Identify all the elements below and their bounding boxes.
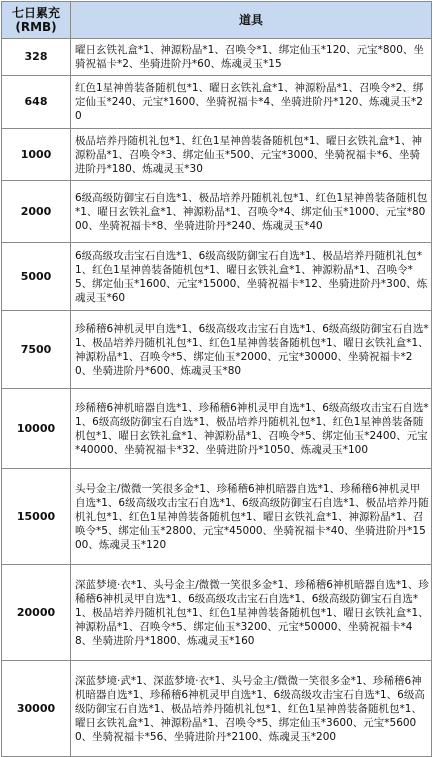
table-row bbox=[2, 661, 432, 757]
recharge-amount: 15000 bbox=[2, 469, 71, 565]
header-items: 道具 bbox=[71, 2, 432, 39]
reward-items: 极品培养丹随机礼包*1、红色1星神兽装备随机包*1、曜日玄铁礼盒*1、神源粉晶*1、召唤令*3、绑定仙玉*500、元宝*3000、坐骑祝福卡*6、坐骑进阶丹*180、炼魂灵玉*30 bbox=[71, 129, 432, 181]
table-row bbox=[2, 181, 432, 243]
table-row bbox=[2, 129, 432, 181]
recharge-amount: 5000 bbox=[2, 243, 71, 311]
reward-items: 6级高级攻击宝石自选*1、6级高级防御宝石自选*1、极品培养丹随机礼包*1、红色1星神兽装备随机包*1、曜日玄铁礼盒*1、神源粉晶*1、召唤令*5、绑定仙玉*1600、元宝*15000、坐骑祝福卡*12、坐骑进阶丹*300、炼魂灵玉*60 bbox=[71, 243, 432, 311]
recharge-amount: 7500 bbox=[2, 311, 71, 389]
recharge-amount: 648 bbox=[2, 76, 71, 129]
reward-items: 珍稀稽6神机暗器自选*1、珍稀稽6神机灵甲自选*1、6级高级攻击宝石自选*1、6级高级防御宝石自选*1、极品培养丹随机礼包*1、红色1星神兽装备随机包*1、曜日玄铁礼盒*1、神源粉晶*1、召唤令*5、绑定仙玉*2400、元宝*40000、坐骑祝福卡*32、坐骑进阶丹*1050、炼魂灵玉*100 bbox=[71, 389, 432, 469]
reward-items: 珍稀稽6神机灵甲自选*1、6级高级攻击宝石自选*1、6级高级防御宝石自选*1、极品培养丹随机礼包*1、红色1星神兽装备随机包*1、曜日玄铁礼盒*1、神源粉晶*1、召唤令*5、绑定仙玉*2000、元宝*30000、坐骑祝福卡*20、坐骑进阶丹*600、炼魂灵玉*80 bbox=[71, 311, 432, 389]
recharge-amount: 2000 bbox=[2, 181, 71, 243]
reward-items: 6级高级防御宝石自选*1、极品培养丹随机礼包*1、红色1星神兽装备随机包*1、曜日玄铁礼盒*1、神源粉晶*1、召唤令*4、绑定仙玉*1000、元宝*8000、坐骑祝福卡*8、坐骑进阶丹*240、炼魂灵玉*40 bbox=[71, 181, 432, 243]
table-row bbox=[2, 311, 432, 389]
reward-items: 曜日玄铁礼盒*1、神源粉晶*1、召唤令*1、绑定仙玉*120、元宝*800、坐骑祝福卡*2、坐骑进阶丹*60、炼魂灵玉*15 bbox=[71, 39, 432, 76]
recharge-amount: 10000 bbox=[2, 389, 71, 469]
recharge-amount: 1000 bbox=[2, 129, 71, 181]
table-header-row bbox=[2, 2, 432, 39]
table-row bbox=[2, 39, 432, 76]
recharge-amount: 328 bbox=[2, 39, 71, 76]
reward-items: 深蓝梦境·衣*1、头号金主/微微一笑很多金*1、珍稀稽6神机暗器自选*1、珍稀稽6神机灵甲自选*1、6级高级攻击宝石自选*1、6级高级防御宝石自选*1、极品培养丹随机礼包*1、红色1星神兽装备随机包*1、曜日玄铁礼盒*1、神源粉晶*1、召唤令*5、绑定仙玉*3200、元宝*50000、坐骑祝福卡*48、坐骑进阶丹*1800、炼魂灵玉*160 bbox=[71, 565, 432, 661]
header-recharge-amount bbox=[2, 2, 71, 39]
table-row bbox=[2, 565, 432, 661]
reward-items: 深蓝梦境·武*1、深蓝梦境·衣*1、头号金主/微微一笑很多金*1、珍稀稽6神机暗器自选*1、珍稀稽6神机灵甲自选*1、6级高级攻击宝石自选*1、6级高级防御宝石自选*1、极品培养丹随机礼包*1、红色1星神兽装备随机包*1、曜日玄铁礼盒*1、神源粉晶*1、召唤令*5、绑定仙玉*3600、元宝*56000、坐骑祝福卡*56、坐骑进阶丹*2100、炼魂灵玉*200 bbox=[71, 661, 432, 757]
table-row bbox=[2, 469, 432, 565]
recharge-amount: 20000 bbox=[2, 565, 71, 661]
table-row bbox=[2, 243, 432, 311]
table-row bbox=[2, 76, 432, 129]
header-recharge-label: 七日累充 bbox=[11, 6, 60, 20]
reward-items: 头号金主/微微一笑很多金*1、珍稀稽6神机暗器自选*1、珍稀稽6神机灵甲自选*1、6级高级攻击宝石自选*1、6级高级防御宝石自选*1、极品培养丹随机礼包*1、红色1星神兽装备随机包*1、曜日玄铁礼盒*1、神源粉晶*1、召唤令*5、绑定仙玉*2800、元宝*45000、坐骑祝福卡*40、坐骑进阶丹*1500、炼魂灵玉*120 bbox=[71, 469, 432, 565]
table-row bbox=[2, 389, 432, 469]
header-currency-label: (RMB) bbox=[15, 20, 57, 34]
reward-items: 红色1星神兽装备随机包*1、曜日玄铁礼盒*1、神源粉晶*1、召唤令*2、绑定仙玉*240、元宝*1600、坐骑祝福卡*4、坐骑进阶丹*120、炼魂灵玉*20 bbox=[71, 76, 432, 129]
reward-table bbox=[1, 1, 432, 757]
recharge-amount: 30000 bbox=[2, 661, 71, 757]
